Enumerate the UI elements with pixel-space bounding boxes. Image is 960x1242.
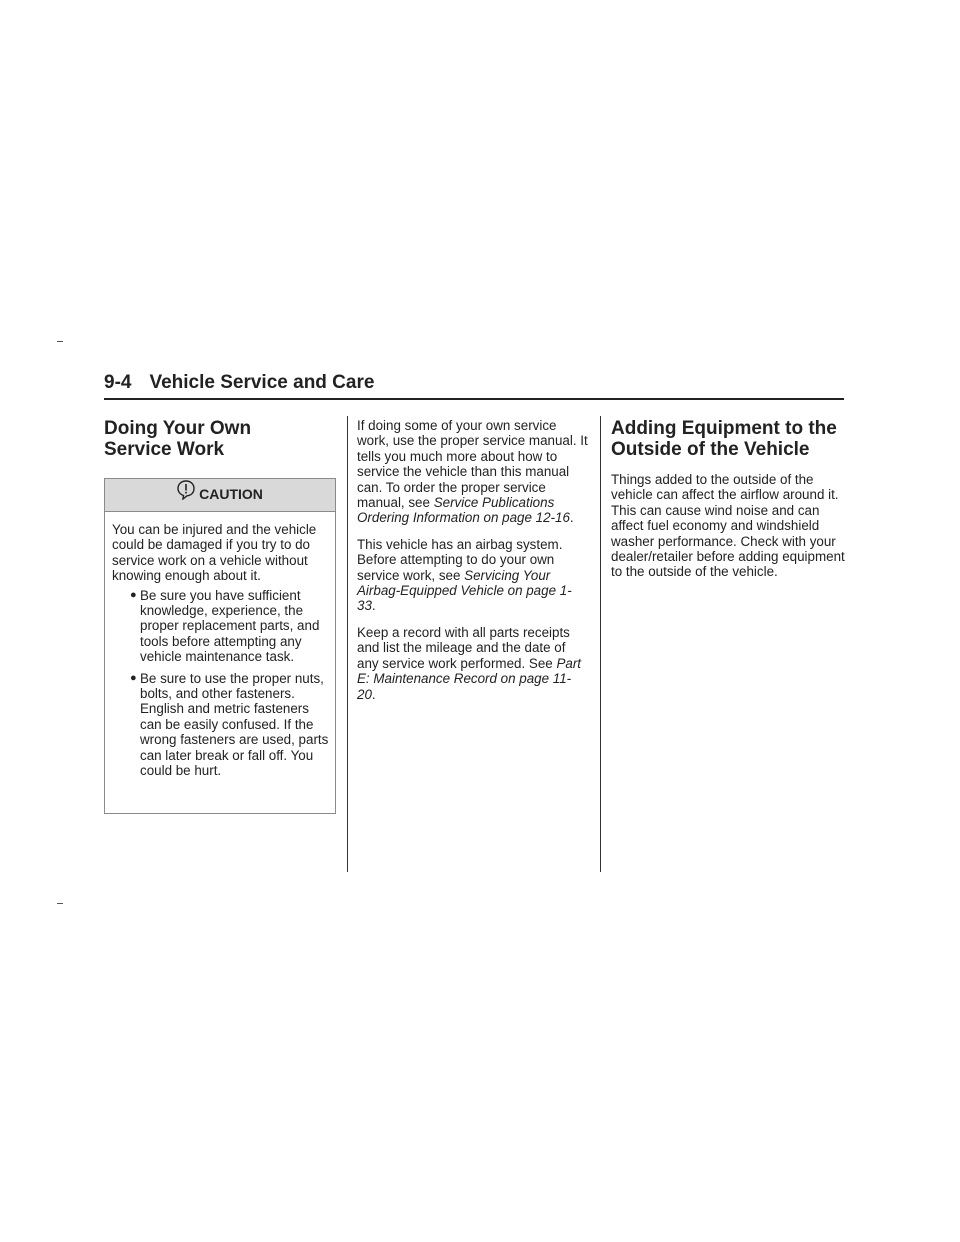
section-title: Vehicle Service and Care xyxy=(149,372,375,393)
caution-bullet-text: Be sure to use the proper nuts, bolts, and other fasteners. English and metric fasteners can be easily confused. If the wrong fasteners are used, parts can later break or fall off. You could be hurt. xyxy=(140,670,329,779)
caution-bullet-text: Be sure you have sufficient knowledge, experience, the proper replacement parts, and tools before attempting any vehicle maintenance task. xyxy=(140,587,320,665)
paragraph-airbag xyxy=(357,537,589,614)
page-number: 9-4 xyxy=(104,372,132,393)
caution-box xyxy=(104,478,336,814)
column-2 xyxy=(357,418,589,713)
paragraph-text: If doing some of your own service work, use the proper service manual. It tells you much more about how to service the vehicle than this manual can. To order the proper service manual, see xyxy=(357,418,588,511)
caution-body xyxy=(105,512,335,813)
caution-bullet-item xyxy=(112,671,329,779)
caution-intro: You can be injured and the vehicle could be damaged if you try to do service work on a vehicle without knowing enough about it. xyxy=(112,522,317,584)
caution-bullet-list xyxy=(112,588,329,779)
paragraph-text: This vehicle has an airbag system. Before attempting to do your own service work, see xyxy=(357,536,563,583)
punctuation: . xyxy=(371,686,376,702)
heading-adding-equipment: Adding Equipment to the Outside of the Vehicle xyxy=(611,418,837,460)
cross-reference-link[interactable]: Servicing Your Airbag-Equipped Vehicle on page 1-33 xyxy=(357,567,572,614)
page-header xyxy=(104,372,844,400)
bullet-dot-icon: ● xyxy=(130,671,137,684)
caution-header xyxy=(105,479,335,512)
paragraph-maintenance-record xyxy=(357,625,589,702)
heading-doing-own-service-work: Doing Your Own Service Work xyxy=(104,418,252,460)
cross-reference-link[interactable]: Service Publications Ordering Information on page 12-16 xyxy=(357,495,570,526)
paragraph-adding-equipment: Things added to the outside of the vehicle can affect the airflow around it. This can cause wind noise and can affect fuel economy and windshield washer performance. Check with your dealer/retailer before adding equipment to the outside of the vehicle. xyxy=(611,472,845,580)
column-3 xyxy=(611,418,845,591)
bullet-dot-icon: ● xyxy=(130,588,137,601)
paragraph-service-manual xyxy=(357,418,589,526)
crop-mark-top xyxy=(57,341,63,342)
caution-bullet-item xyxy=(112,588,329,665)
column-divider-1 xyxy=(347,416,348,872)
punctuation: . xyxy=(371,598,376,614)
paragraph-text: Keep a record with all parts receipts and list the mileage and the date of any service work performed. See xyxy=(357,624,570,671)
crop-mark-bottom xyxy=(57,903,63,904)
punctuation: . xyxy=(569,510,574,526)
cross-reference-link[interactable]: Part E: Maintenance Record on page 11-20 xyxy=(357,655,582,702)
warning-speech-bubble-icon xyxy=(177,486,199,503)
caution-label: CAUTION xyxy=(199,486,263,503)
column-1 xyxy=(104,418,336,814)
column-divider-2 xyxy=(600,416,601,872)
